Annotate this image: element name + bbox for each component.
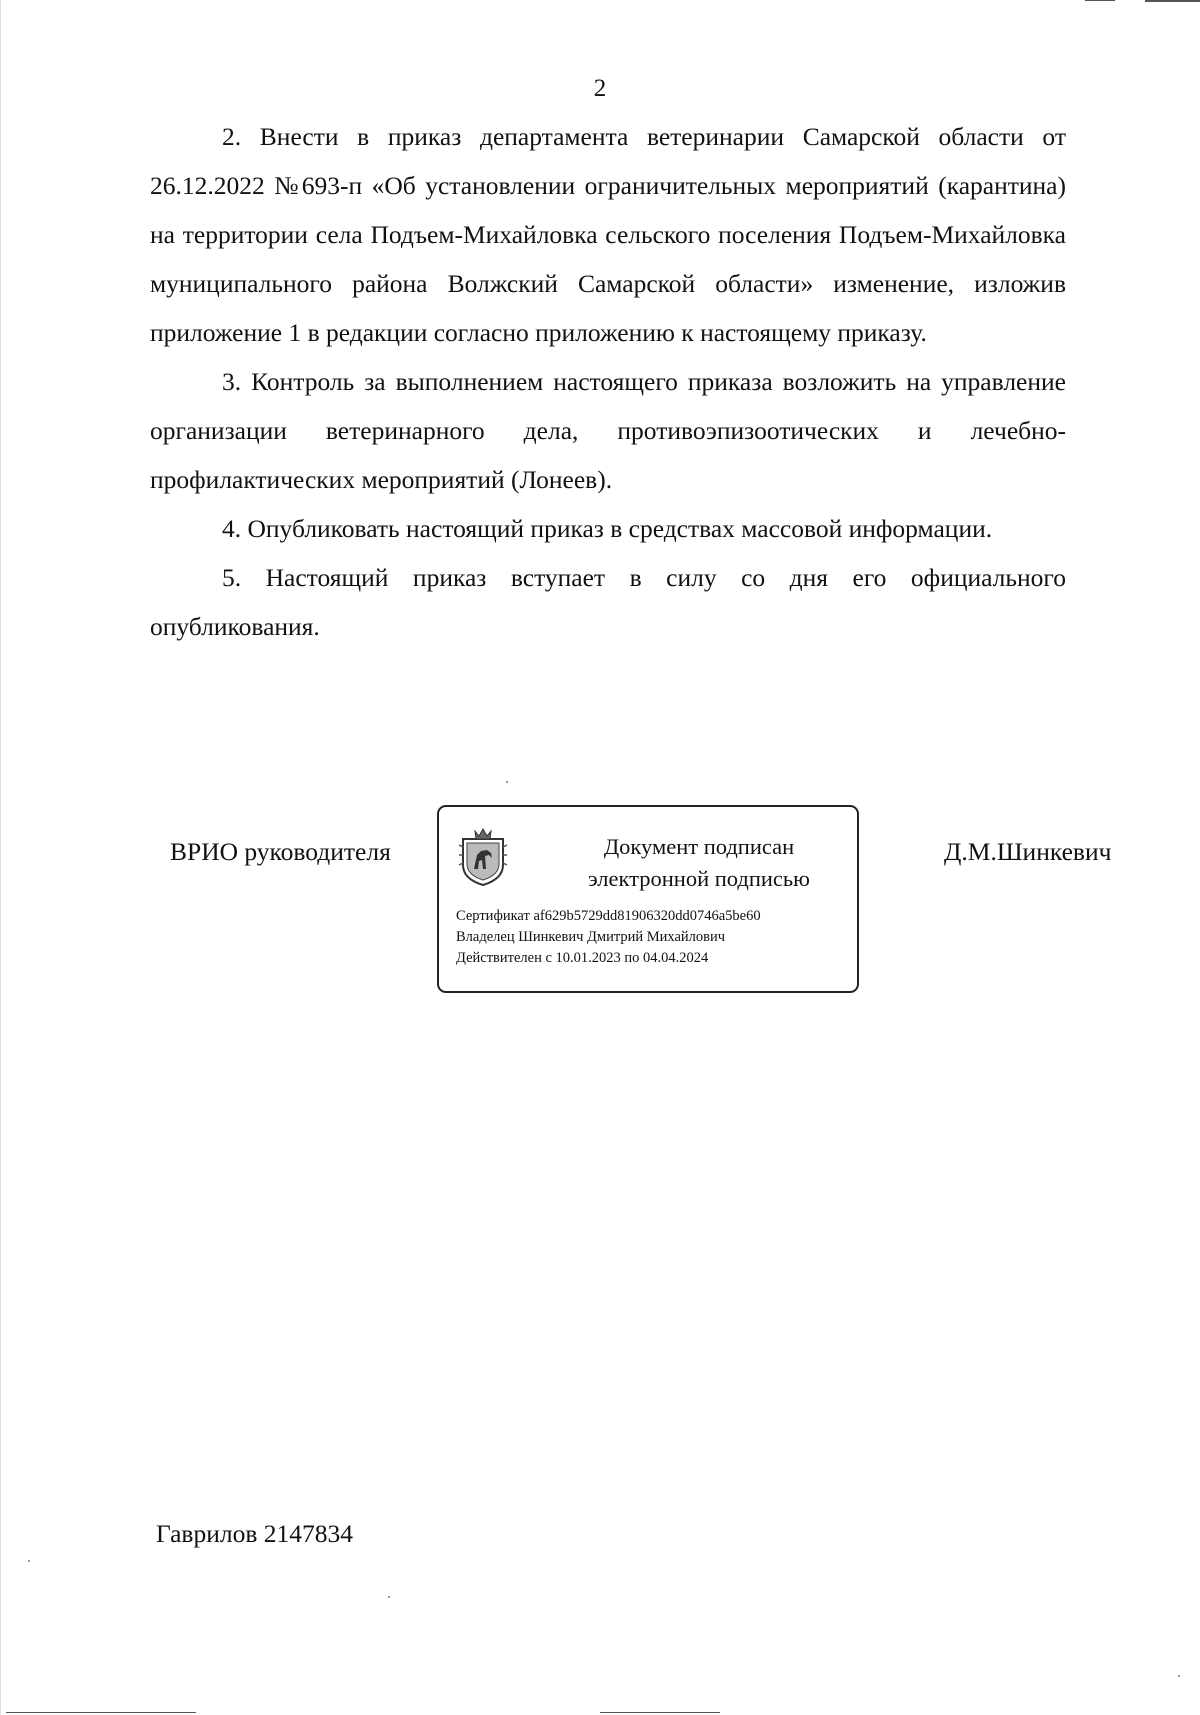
scan-speck: [28, 1560, 30, 1562]
scan-speck: [388, 1596, 390, 1598]
executor-footer: Гаврилов 2147834: [156, 1519, 354, 1548]
scan-edge-line: [1145, 0, 1200, 2]
stamp-title-line2: электронной подписью: [588, 866, 810, 891]
electronic-signature-stamp: [437, 805, 859, 993]
paragraph-5: 5. Настоящий приказ вступает в силу со дня его официального опубликования.: [150, 563, 1066, 641]
stamp-owner: Владелец Шинкевич Дмитрий Михайлович: [456, 929, 726, 945]
stamp-validity: Действителен с 10.01.2023 по 04.04.2024: [456, 950, 709, 966]
document-body: [150, 112, 1066, 651]
stamp-certificate: Сертификат af629b5729dd81906320dd0746a5be60: [456, 908, 761, 924]
page-number: 2: [593, 75, 607, 102]
scan-edge-line: [1085, 0, 1115, 1]
signatory-position: ВРИО руководителя: [170, 837, 391, 866]
paragraph-2: 2. Внести в приказ департамента ветеринарии Самарской области от 26.12.2022 №693-п «Об установлении ограничительных мероприятий (карантина) на территории села Подъем-Михайловка сельского поселения Подъем-Михайловка муниципального района Волжский Самарской области» изменение, изложив приложение 1 в редакции согласно приложению к настоящему приказу.: [150, 122, 1066, 347]
stamp-details: [456, 906, 851, 969]
scan-edge-line: [0, 0, 1, 1715]
scan-speck: [506, 781, 508, 783]
scan-speck: [1178, 1675, 1180, 1677]
coat-of-arms-icon: [457, 825, 509, 887]
paragraph-3: 3. Контроль за выполнением настоящего приказа возложить на управление организации ветеринарного дела, противоэпизоотических и лечебно-профилактических мероприятий (Лонеев).: [150, 367, 1066, 494]
signatory-name: Д.М.Шинкевич: [944, 837, 1112, 866]
scan-edge-line: [6, 1712, 196, 1713]
paragraph-4: 4. Опубликовать настоящий приказ в средствах массовой информации.: [222, 514, 993, 543]
stamp-title-line1: Документ подписан: [603, 834, 795, 859]
scan-edge-line: [600, 1712, 720, 1713]
stamp-title: [549, 831, 849, 895]
